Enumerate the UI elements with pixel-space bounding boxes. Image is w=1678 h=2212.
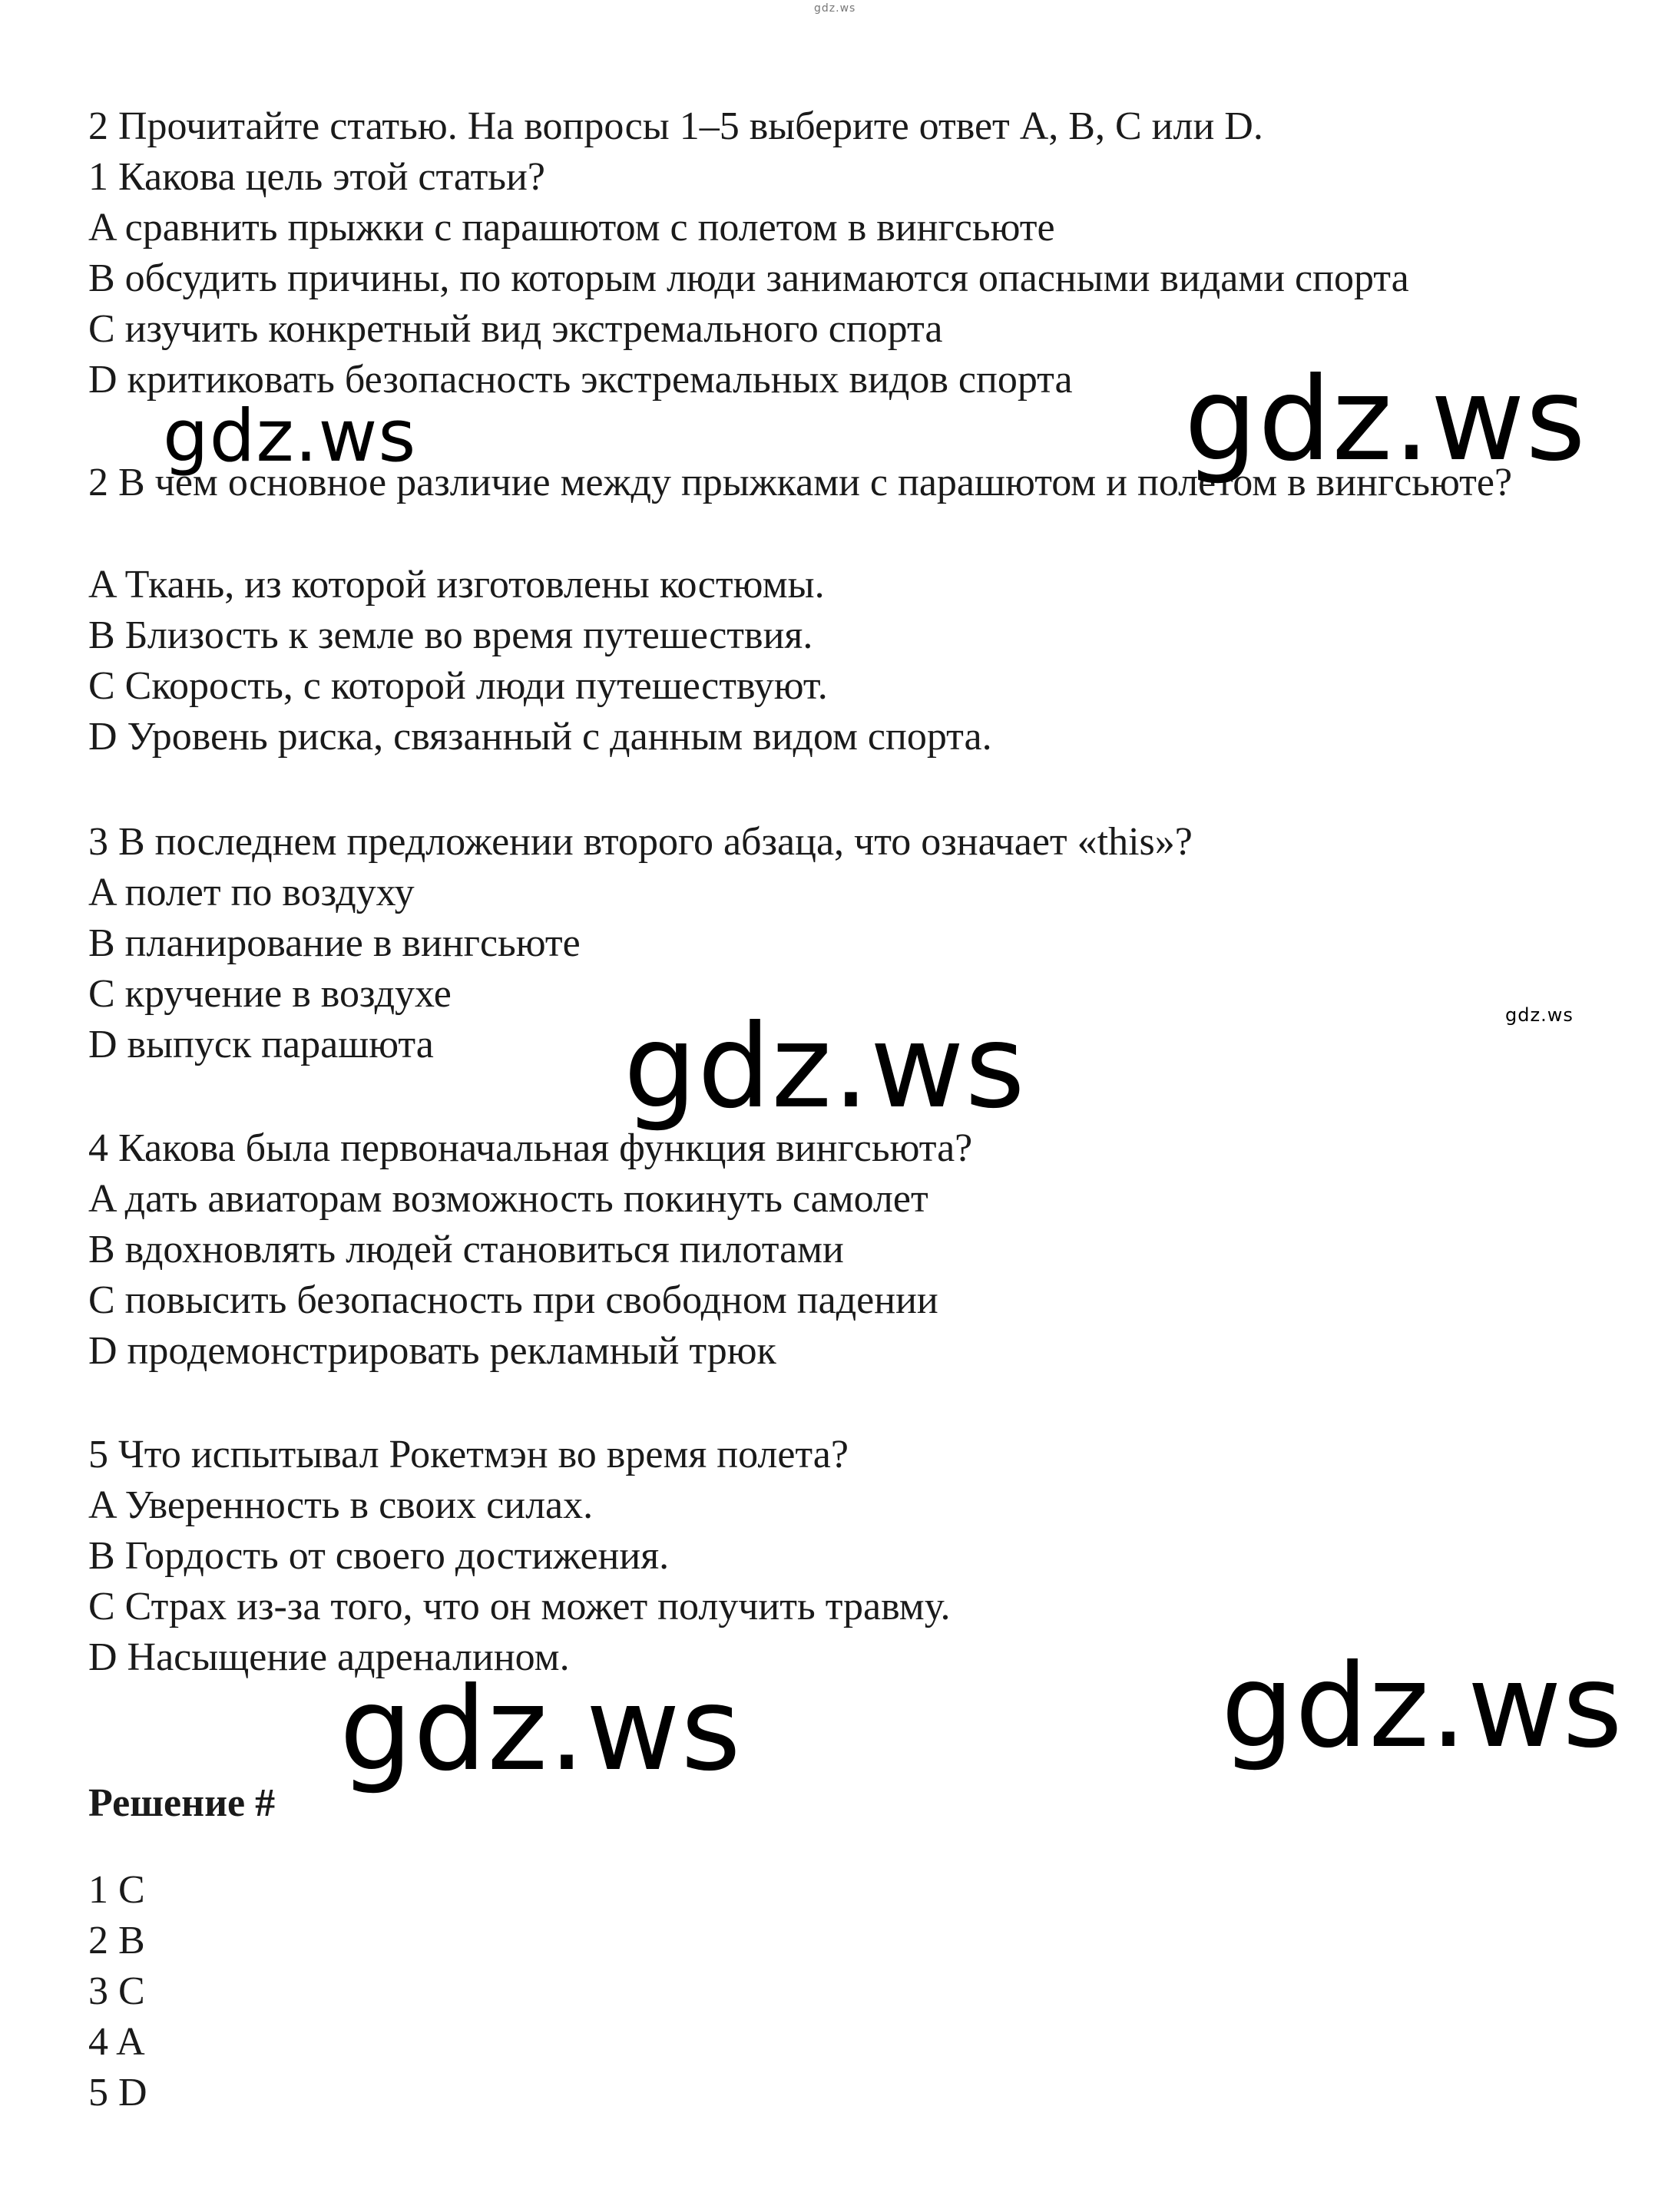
q3-option-c: C кручение в воздухе (88, 972, 452, 1016)
question-4: 4 Какова была первоначальная функция вингсьюта? (88, 1126, 973, 1170)
question-3: 3 В последнем предложении второго абзаца, что означает «this»? (88, 820, 1193, 864)
watermark-upper-left: gdz.ws (163, 395, 417, 478)
q3-option-a: A полет по воздуху (88, 871, 415, 914)
watermark-side-small: gdz.ws (1505, 1004, 1574, 1026)
q5-option-b: B Гордость от своего достижения. (88, 1534, 670, 1578)
q5-option-d: D Насыщение адреналином. (88, 1635, 570, 1679)
watermark-top: gdz.ws (814, 2, 856, 15)
q2-option-a: A Ткань, из которой изготовлены костюмы. (88, 563, 825, 607)
answer-4: 4 A (88, 2020, 145, 2064)
answer-5: 5 D (88, 2071, 147, 2114)
q1-option-d: D критиковать безопасность экстремальных видов спорта (88, 358, 1073, 402)
q4-option-d: D продемонстрировать рекламный трюк (88, 1329, 776, 1373)
q1-option-c: C изучить конкретный вид экстремального спорта (88, 307, 943, 351)
task-intro: 2 Прочитайте статью. На вопросы 1–5 выберите ответ A, B, C или D. (88, 104, 1263, 148)
question-5: 5 Что испытывал Рокетмэн во время полета? (88, 1433, 849, 1476)
q1-option-b: B обсудить причины, по которым люди занимаются опасными видами спорта (88, 256, 1409, 300)
q3-option-b: B планирование в вингсьюте (88, 921, 581, 965)
watermark-upper-right: gdz.ws (1184, 353, 1587, 487)
q2-option-d: D Уровень риска, связанный с данным видом спорта. (88, 715, 992, 759)
answer-3: 3 C (88, 1969, 145, 2013)
watermark-middle: gdz.ws (624, 1000, 1026, 1134)
answer-2: 2 B (88, 1919, 145, 1962)
q2-option-b: B Близость к земле во время путешествия. (88, 613, 813, 657)
q4-option-c: C повысить безопасность при свободном падении (88, 1278, 938, 1322)
question-2: 2 В чем основное различие между прыжками с парашютом и полетом в вингсьюте? (88, 461, 1513, 504)
q1-option-a: A сравнить прыжки с парашютом с полетом в вингсьюте (88, 206, 1055, 250)
q5-option-a: A Уверенность в своих силах. (88, 1483, 594, 1527)
q2-option-c: C Скорость, с которой люди путешествуют. (88, 664, 828, 708)
q3-option-d: D выпуск парашюта (88, 1023, 434, 1066)
q4-option-b: B вдохновлять людей становиться пилотами (88, 1228, 844, 1271)
question-1: 1 Какова цель этой статьи? (88, 155, 545, 199)
solution-heading: Решение # (88, 1781, 276, 1825)
answer-1: 1 C (88, 1868, 145, 1912)
q5-option-c: C Страх из-за того, что он может получить травму. (88, 1585, 951, 1628)
q4-option-a: A дать авиаторам возможность покинуть самолет (88, 1177, 928, 1221)
watermark-lower-right: gdz.ws (1221, 1640, 1623, 1774)
watermark-lower-left: gdz.ws (339, 1663, 742, 1797)
